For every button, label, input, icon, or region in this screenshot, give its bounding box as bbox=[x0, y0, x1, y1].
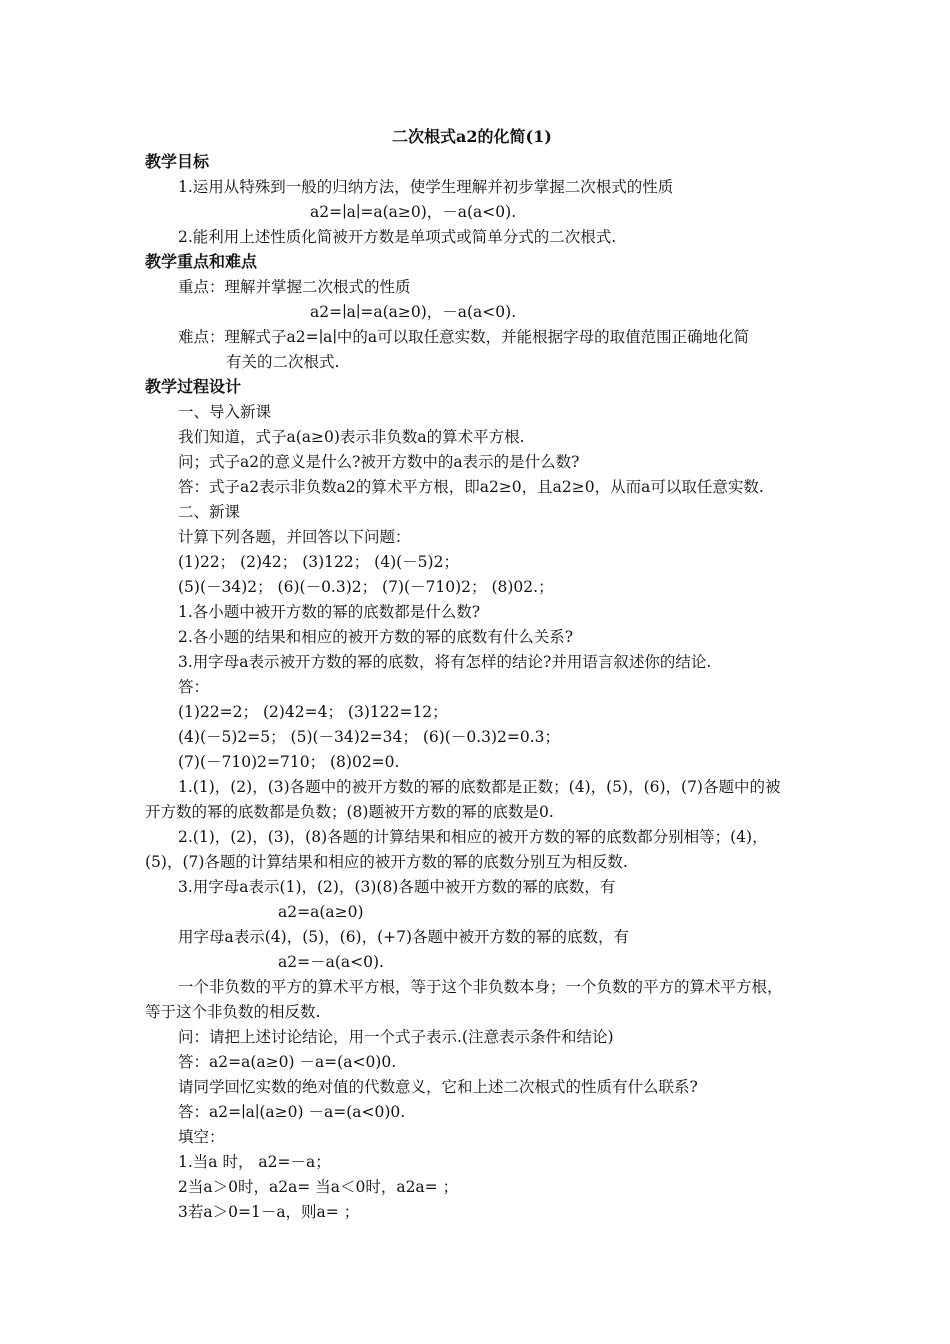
section-heading: 教学目标 bbox=[145, 152, 210, 171]
text-line: 请同学回忆实数的绝对值的代数意义，它和上述二次根式的性质有什么联系? bbox=[178, 1078, 698, 1096]
subheading: 二、新课 bbox=[178, 503, 241, 521]
text-line: 等于这个非负数的相反数. bbox=[145, 1003, 321, 1021]
text-line: 答：式子a2表示非负数a2的算术平方根，即a2≥0，且a2≥0，从而a可以取任意实数. bbox=[178, 478, 764, 496]
question-line: 1.各小题中被开方数的幂的底数都是什么数? bbox=[178, 603, 481, 621]
text-line: 2.(1)，(2)，(3)，(8)各题的计算结果和相应的被开方数的幂的底数都分别相等；(4)， bbox=[178, 828, 768, 846]
text-line: 答： bbox=[178, 678, 210, 696]
text-line: 有关的二次根式. bbox=[226, 353, 340, 371]
answer-line: (7)(－710)2=710； (8)02=0. bbox=[178, 753, 400, 771]
formula-line: a2=－a(a<0). bbox=[278, 953, 384, 971]
answer-line: (4)(－5)2=5； (5)(－34)2=34； (6)(－0.3)2=0.3； bbox=[178, 728, 561, 746]
answer-line: 答：a2=∣a∣(a≥0) －a=(a<0)0. bbox=[178, 1103, 406, 1121]
fill-blank-line: 2当a＞0时，a2a= 当a＜0时，a2a= ； bbox=[178, 1178, 459, 1196]
fill-blank-line: 3若a＞0=1－a，则a= ； bbox=[178, 1203, 360, 1221]
text-line: 用字母a表示(4)，(5)，(6)，(+7)各题中被开方数的幂的底数，有 bbox=[178, 928, 630, 946]
question-line: 2.各小题的结果和相应的被开方数的幂的底数有什么关系? bbox=[178, 628, 574, 646]
text-line: 1.(1)，(2)，(3)各题中的被开方数的幂的底数都是正数；(4)，(5)，(6)，(7)各题中的被 bbox=[178, 778, 781, 796]
text-line: 问；式子a2的意义是什么?被开方数中的a表示的是什么数? bbox=[178, 453, 580, 471]
formula-line: a2=∣a∣=a(a≥0)，－a(a<0). bbox=[310, 303, 517, 321]
text-line: 2.能利用上述性质化简被开方数是单项式或简单分式的二次根式. bbox=[178, 228, 617, 246]
fill-blank-line: 1.当a 时， a2=－a； bbox=[178, 1153, 331, 1171]
question-line: 3.用字母a表示被开方数的幂的底数，将有怎样的结论?并用语言叙述你的结论. bbox=[178, 653, 712, 671]
formula-line: a2=a(a≥0) bbox=[278, 903, 364, 921]
text-line: 难点：理解式子a2=∣a∣中的a可以取任意实数，并能根据字母的取值范围正确地化简 bbox=[178, 328, 750, 346]
section-heading: 教学重点和难点 bbox=[145, 252, 258, 271]
text-line: 问：请把上述讨论结论，用一个式子表示.(注意表示条件和结论) bbox=[178, 1028, 614, 1046]
text-line: 计算下列各题，并回答以下问题： bbox=[178, 528, 411, 546]
text-line: 重点：理解并掌握二次根式的性质 bbox=[178, 278, 411, 296]
text-line: 3.用字母a表示(1)，(2)，(3)(8)各题中被开方数的幂的底数，有 bbox=[178, 878, 616, 896]
text-line: 一个非负数的平方的算术平方根，等于这个非负数本身；一个负数的平方的算术平方根， bbox=[178, 978, 783, 996]
subheading: 填空： bbox=[178, 1128, 225, 1146]
text-line: 1.运用从特殊到一般的归纳方法，使学生理解并初步掌握二次根式的性质 bbox=[178, 178, 674, 196]
document-title: 二次根式a2的化简(1) bbox=[392, 127, 552, 146]
answer-line: (1)22=2； (2)42=4； (3)122=12； bbox=[178, 703, 448, 721]
text-line: 我们知道，式子a(a≥0)表示非负数a的算术平方根. bbox=[178, 428, 525, 446]
exercise-line: (1)22； (2)42； (3)122； (4)(－5)2； bbox=[178, 553, 459, 571]
text-line: 开方数的幂的底数都是负数；(8)题被开方数的幂的底数是0. bbox=[145, 803, 554, 821]
text-line: (5)，(7)各题的计算结果和相应的被开方数的幂的底数分别互为相反数. bbox=[145, 853, 628, 871]
answer-line: 答：a2=a(a≥0) －a=(a<0)0. bbox=[178, 1053, 397, 1071]
exercise-line: (5)(－34)2； (6)(－0.3)2； (7)(－710)2； (8)02.； bbox=[178, 578, 554, 596]
section-heading: 教学过程设计 bbox=[145, 377, 242, 396]
formula-line: a2=∣a∣=a(a≥0)，－a(a<0). bbox=[310, 203, 517, 221]
subheading: 一、导入新课 bbox=[178, 403, 272, 421]
